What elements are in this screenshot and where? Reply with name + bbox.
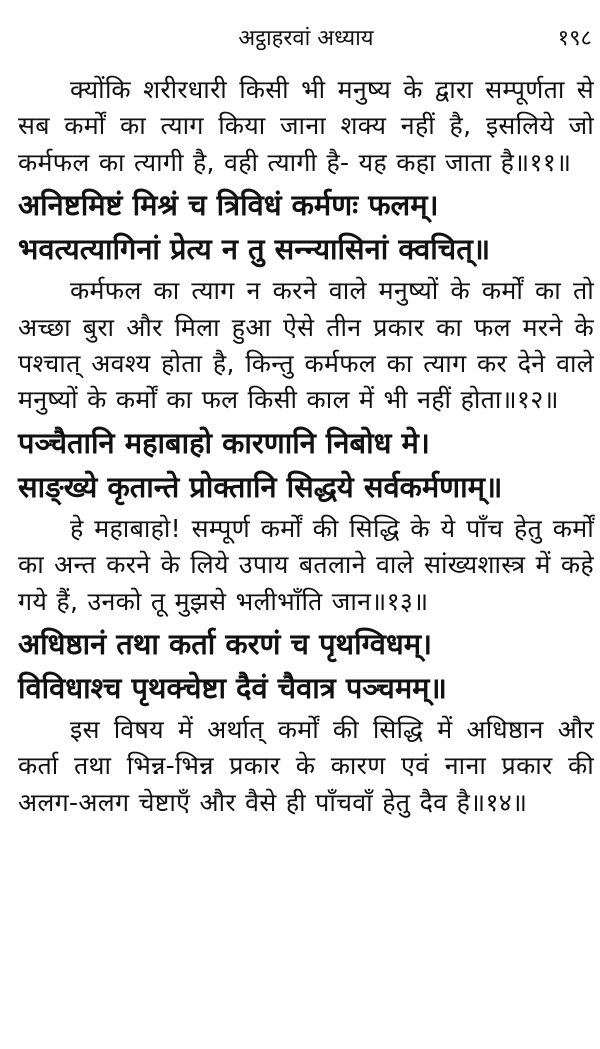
verse-12 (18, 183, 594, 271)
paragraph-translation-14: इस विषय में अर्थात् कर्मों की सिद्धि में अधिष्ठान और कर्ता तथा भिन्न-भिन्न प्रकार के कारण एवं नाना प्रकार की अलग-अलग चेष्टाएँ और वैसे ही पाँचवाँ हेतु दैव है॥१४॥ (18, 715, 594, 817)
book-page (18, 18, 594, 821)
verse-line: विविधाश्च पृथक्चेष्टा दैवं चैवात्र पञ्चमम्॥ (18, 671, 447, 706)
verse-line: भवत्यत्यागिनां प्रेत्य न तु सन्न्यासिनां क्वचित्॥ (18, 232, 491, 267)
verse-14 (18, 622, 594, 710)
verse-line: अधिष्ठानं तथा कर्ता करणं च पृथग्विधम्। (18, 627, 433, 662)
page-header (18, 18, 594, 58)
paragraph-translation-11: क्योंकि शरीरधारी किसी भी मनुष्य के द्वारा सम्पूर्णता से सब कर्मों का त्याग किया जाना शक्य नहीं है, इसलिये जो कर्मफल का त्यागी है, वही त्यागी है- यह कहा जाता है॥११॥ (18, 75, 594, 177)
paragraph-translation-12: कर्मफल का त्याग न करने वाले मनुष्यों के कर्मों का तो अच्छा बुरा और मिला हुआ ऐसे तीन प्रकार का फल मरने के पश्चात् अवश्य होता है, किन्तु कर्मफल का त्याग कर देने वाले मनुष्यों के कर्मों का फल किसी काल में भी नहीं होता॥१२॥ (18, 276, 594, 415)
verse-line: पञ्चैतानि महाबाहो कारणानि निबोध मे। (18, 425, 430, 460)
verse-line: साङ्ख्ये कृतान्ते प्रोक्तानि सिद्धये सर्वकर्मणाम्॥ (18, 469, 503, 504)
page-number: १९८ (557, 26, 592, 51)
chapter-title: अट्ठाहरवां अध्याय (238, 26, 374, 51)
paragraph-translation-13: हे महाबाहो! सम्पूर्ण कर्मों की सिद्धि के ये पाँच हेतु कर्मों का अन्त करने के लिये उपाय बतलाने वाले सांख्यशास्त्र में कहे गये हैं, उनको तू मुझसे भलीभाँति जान॥१३॥ (18, 513, 594, 616)
verse-13 (18, 421, 594, 509)
verse-line: अनिष्टमिष्टं मिश्रं च त्रिविधं कर्मणः फलम्। (18, 188, 439, 223)
